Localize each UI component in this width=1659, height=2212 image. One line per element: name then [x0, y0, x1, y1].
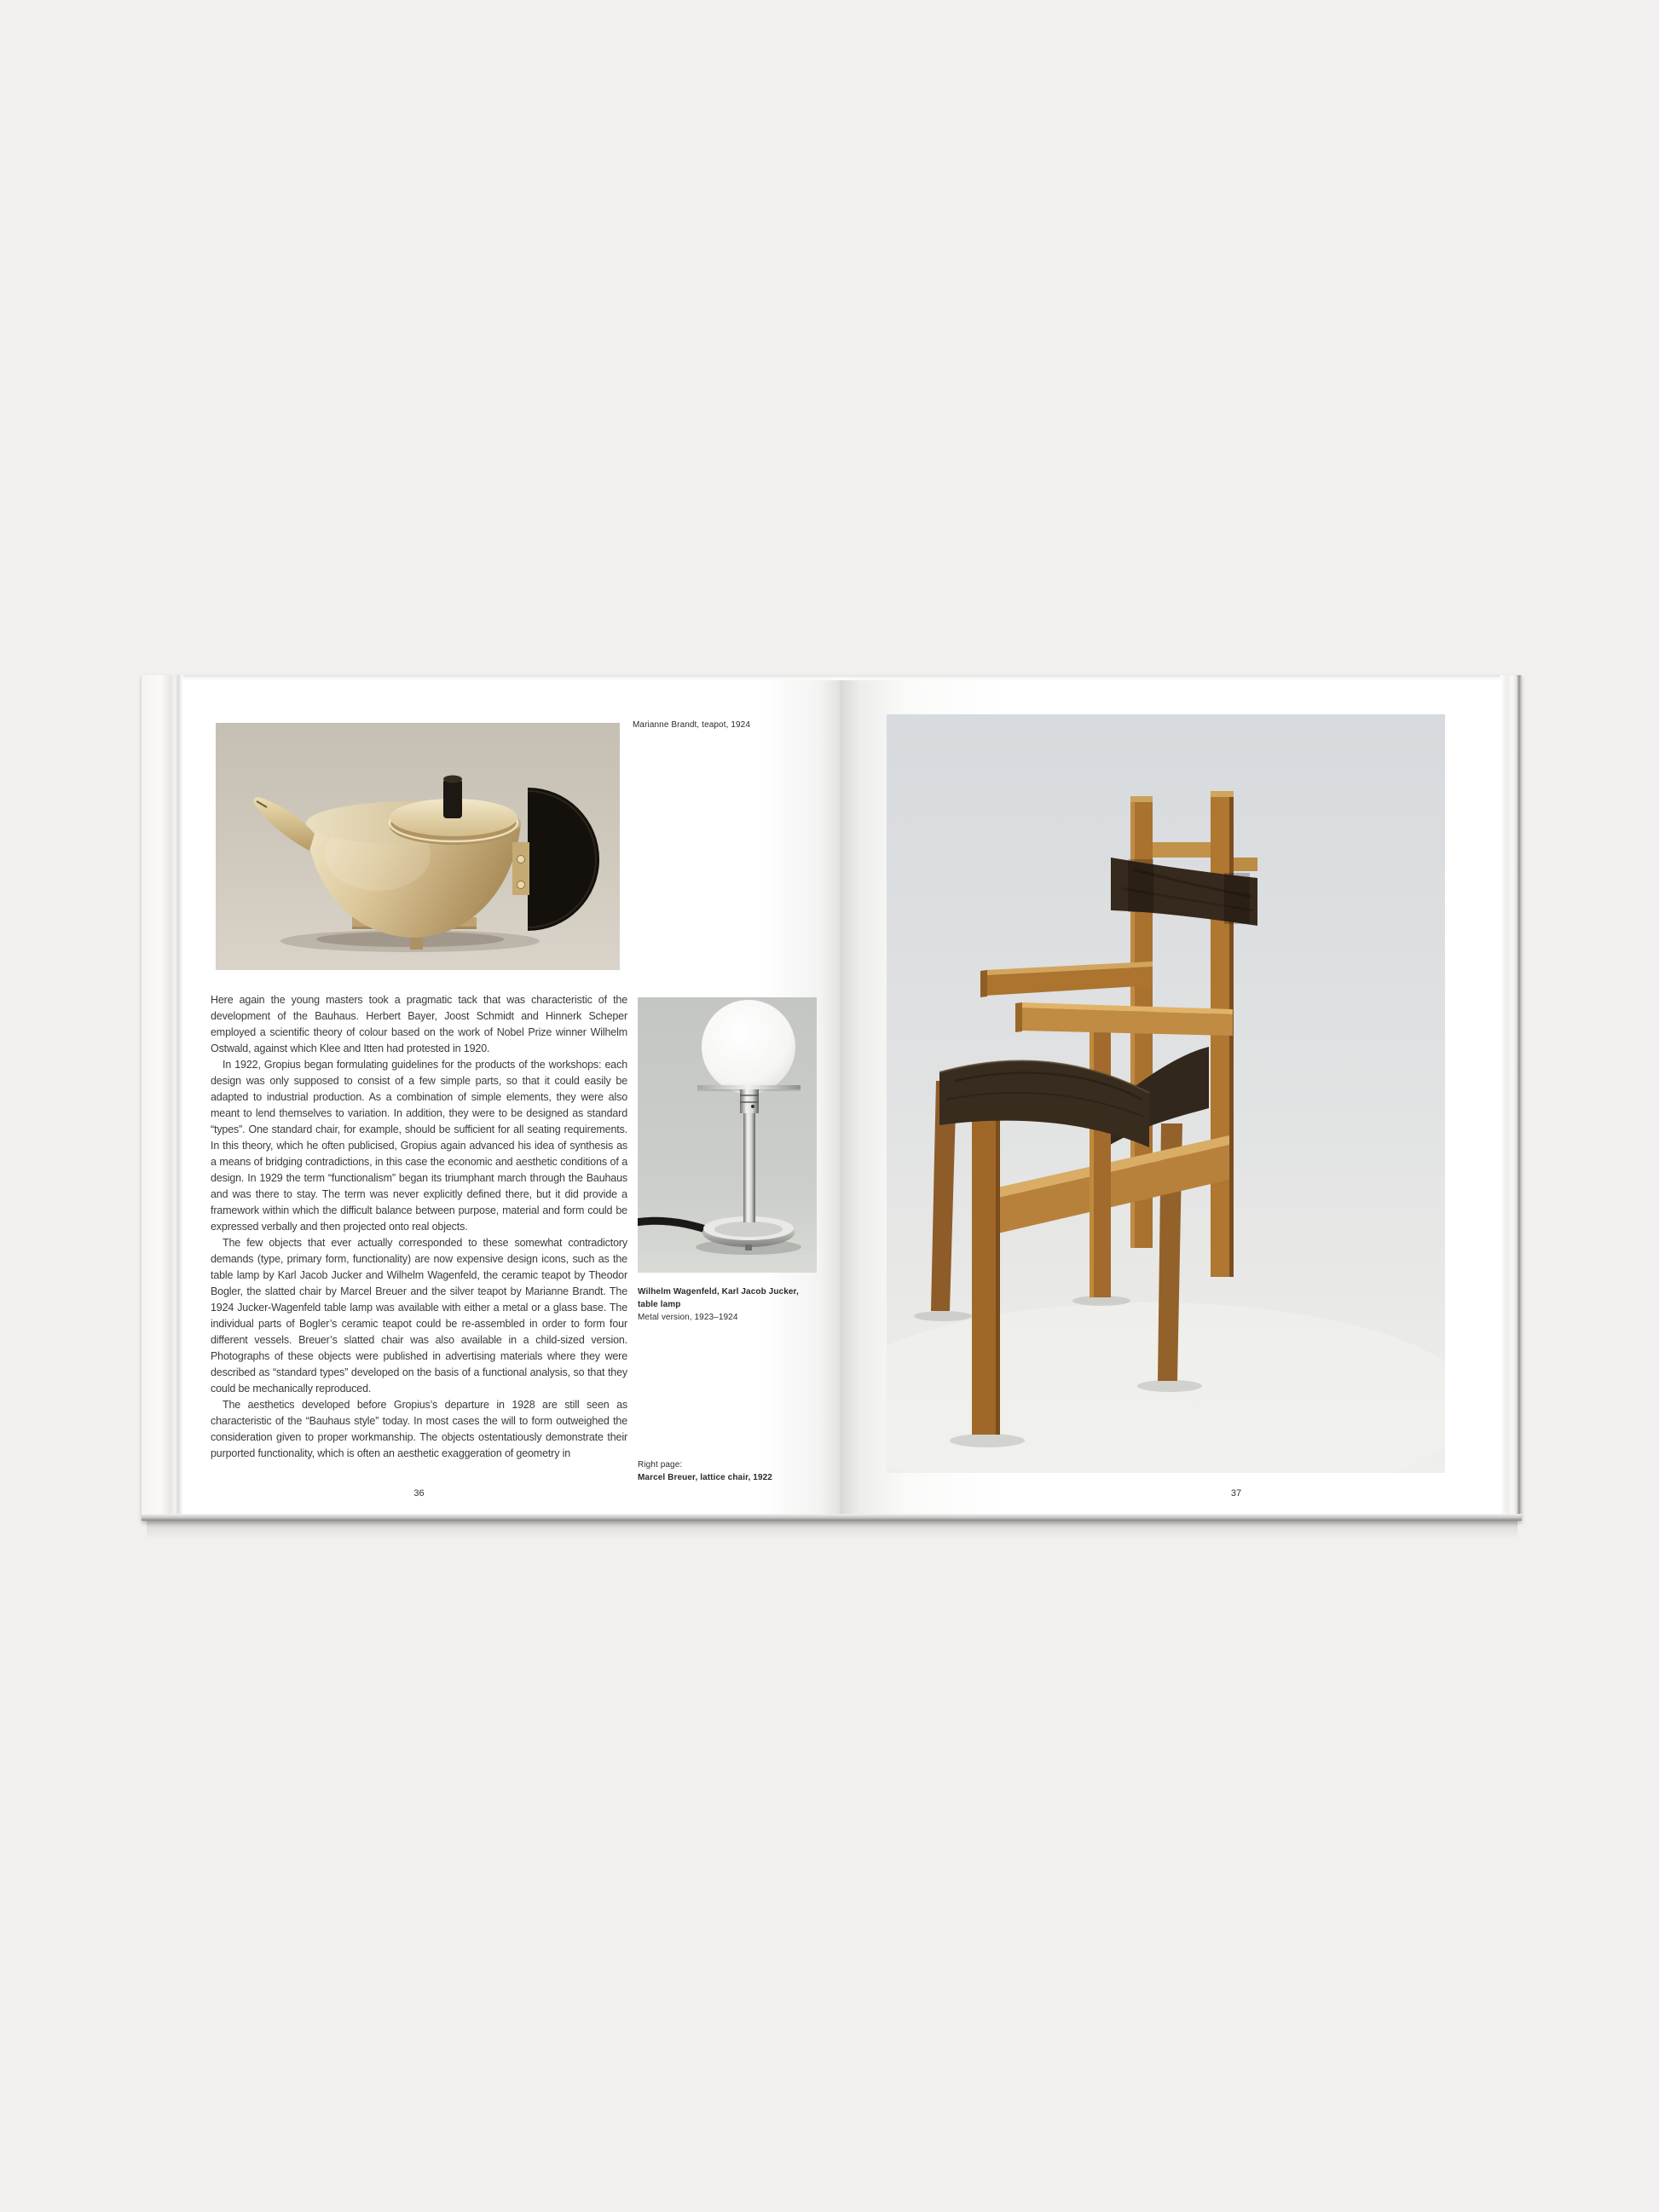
lamp-globe [702, 1000, 795, 1094]
lamp-neck [740, 1089, 759, 1113]
lamp-caption-subtitle: Metal version, 1923–1924 [638, 1313, 738, 1322]
lamp-caption [638, 1285, 821, 1324]
right-page-reference-title: Marcel Breuer, lattice chair, 1922 [638, 1473, 772, 1482]
body-text-column [211, 992, 627, 1462]
right-page-reference-prefix: Right page: [638, 1460, 683, 1470]
left-page [183, 680, 840, 1514]
page-number-left: 36 [413, 1488, 425, 1499]
paragraph: The few objects that ever actually corresponded to these somewhat contradictory demands (type, primary form, functionality) are now expensive design icons, such as the table lamp by Karl Jacob Jucker and Wilhelm Wagenfeld, the ceramic teapot by Theodor Bogler, the slatted chair by Marcel Breuer and the silver teapot by Marianne Brandt. The 1924 Jucker-Wagenfeld table lamp was available with either a metal or a glass base. The individual parts of Bogler’s ceramic teapot could be re-assembled in order to form four different vessels. Breuer’s slatted chair was also available in a child-sized version. Photographs of these objects were published in advertising materials where they were described as “standard types” developed on the basis of a functional analysis, so that they could be mechanically reproduced. [211, 1237, 627, 1395]
lamp-photo-svg [638, 997, 817, 1273]
book-edge-bottom [142, 1514, 1522, 1521]
teapot-caption: Marianne Brandt, teapot, 1924 [633, 720, 750, 730]
lamp-caption-title: Wilhelm Wagenfeld, Karl Jacob Jucker, table lamp [638, 1287, 799, 1309]
page-number-right: 37 [1230, 1488, 1242, 1499]
lamp-photo [638, 997, 817, 1273]
right-page [840, 680, 1500, 1514]
teapot-photo [216, 723, 620, 970]
chair-photo [887, 714, 1445, 1473]
lamp-stem [743, 1110, 755, 1222]
teapot-knob [443, 776, 462, 819]
teapot-photo-svg [216, 723, 620, 970]
paragraph: The aesthetics developed before Gropius’s departure in 1928 are still seen as characteristic of the “Bauhaus style” today. In most cases the will to form outweighed the consideration given to proper workmanship. The objects ostentatiously demonstrate their purported functionality, which is often an aesthetic exaggeration of geometry in [211, 1399, 627, 1459]
paragraph: In 1922, Gropius began formulating guidelines for the products of the workshops: each design was only supposed to consist of a few simple parts, so that it could easily be adapted to industrial production. As a combination of simple elements, they were also meant to lend themselves to variation. In addition, they were to be designed as standard “types”. One standard chair, for example, should be sufficient for all seating requirements. In this theory, which he often publicised, Gropius again advanced his idea of synthesis as a means of bridging contradictions, in this case the economic and aesthetic conditions of a design. In 1929 the term “functionalism” began its triumphant march through the Bauhaus and was there to stay. The term was never explicitly defined there, but it did provide a framework within which the difficult balance between purpose, material and form could be expressed verbally and then projected onto real objects. [211, 1059, 627, 1233]
book-edge-right-pages [1500, 675, 1522, 1521]
book-spread [142, 675, 1522, 1521]
right-page-reference-caption [638, 1458, 825, 1484]
book-edge-left-pages [142, 675, 183, 1521]
chair-photo-svg [887, 714, 1445, 1473]
paragraph: Here again the young masters took a pragmatic tack that was characteristic of the development of the Bauhaus. Herbert Bayer, Joost Schmidt and Hinnerk Scheper employed a scientific theory of colour based on the work of Nobel Prize winner Wilhelm Ostwald, against which Klee and Itten had protested in 1920. [211, 994, 627, 1054]
